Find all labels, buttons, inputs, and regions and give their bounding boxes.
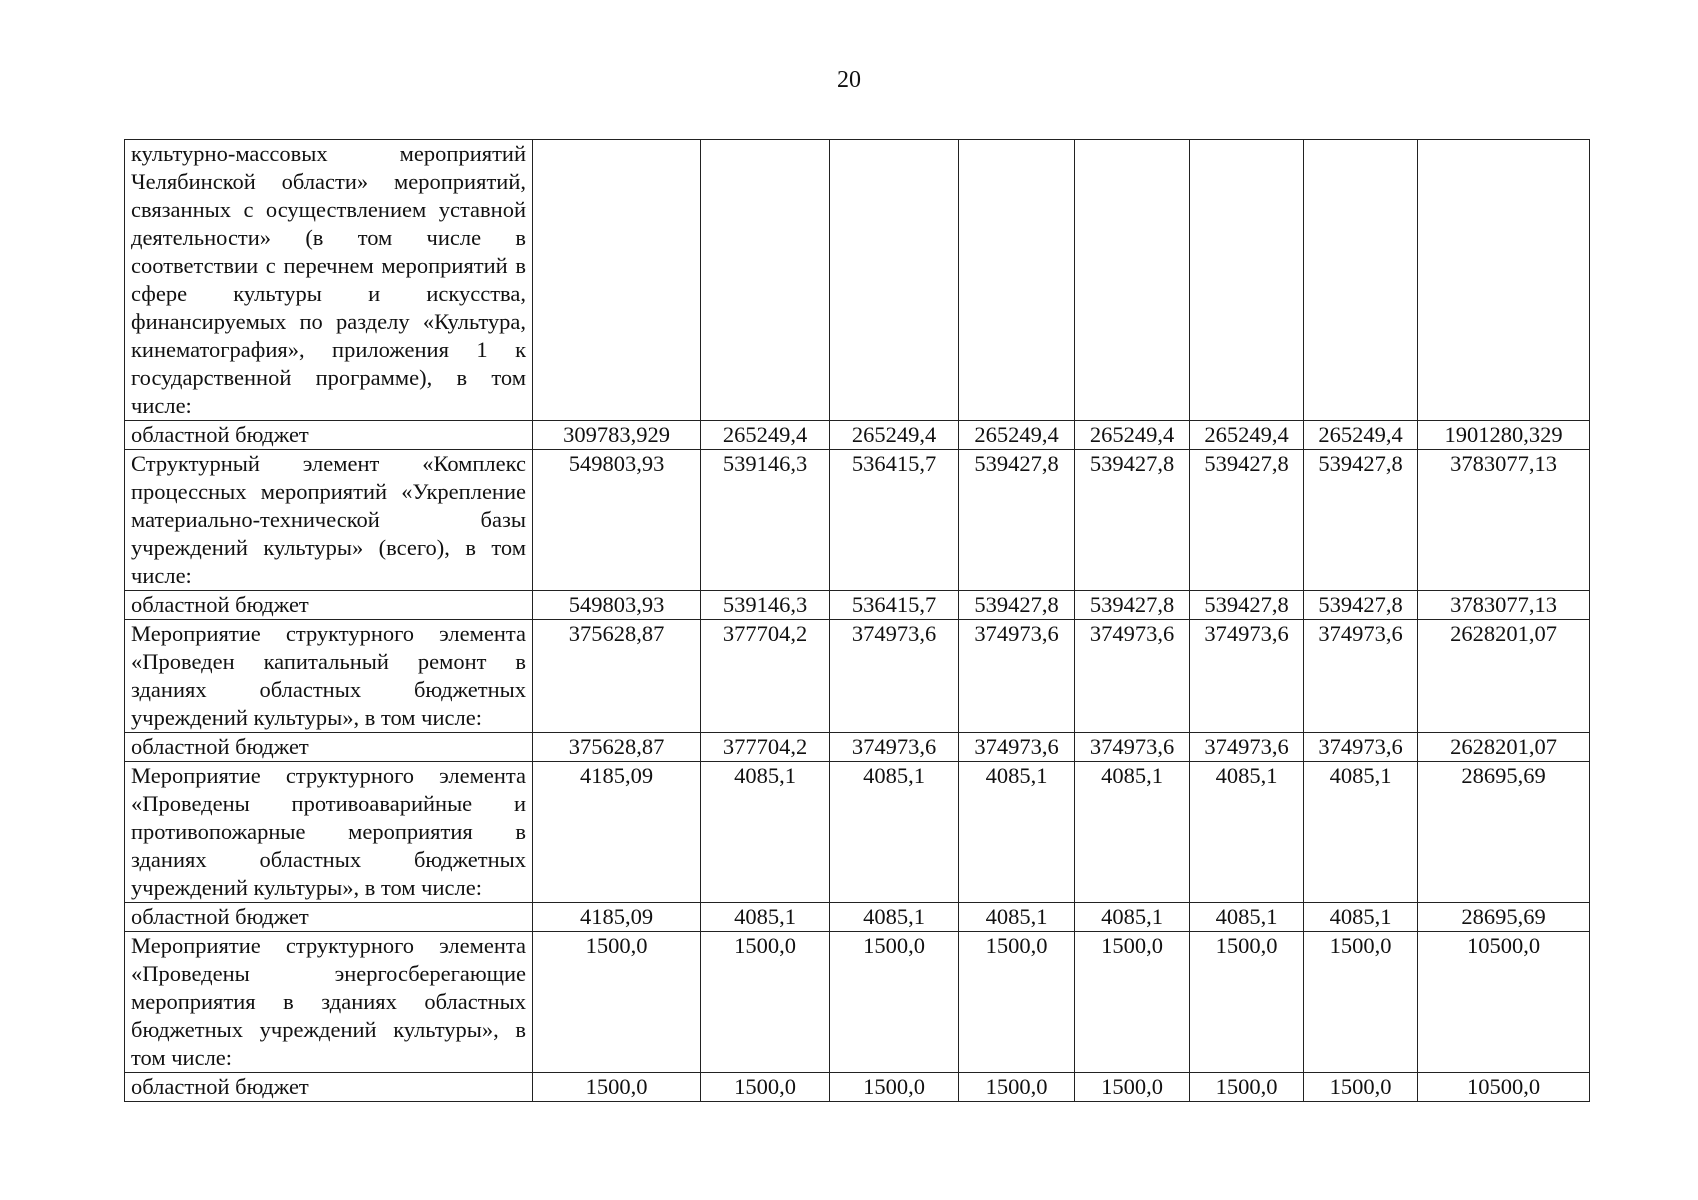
row-label: Структурный элемент «Комплекс процессных мероприятий «Укрепление материально-технической базы учреждений культуры» (всего), в том числе: [125, 450, 533, 591]
value-cell: 374973,6 [830, 620, 959, 733]
value-cell: 1500,0 [533, 1073, 701, 1102]
table-row [125, 733, 1590, 762]
value-cell: 374973,6 [1304, 733, 1418, 762]
value-cell: 539427,8 [1075, 450, 1190, 591]
total-cell [1418, 140, 1590, 421]
table-row [125, 762, 1590, 903]
value-cell: 539427,8 [1304, 450, 1418, 591]
value-cell: 374973,6 [1075, 620, 1190, 733]
table-row [125, 1073, 1590, 1102]
row-label: областной бюджет [125, 733, 533, 762]
value-cell [1304, 140, 1418, 421]
table-row [125, 450, 1590, 591]
value-cell: 1500,0 [1075, 1073, 1190, 1102]
value-cell: 1500,0 [1190, 1073, 1304, 1102]
value-cell: 1500,0 [830, 932, 959, 1073]
value-cell: 377704,2 [701, 733, 830, 762]
table-row [125, 140, 1590, 421]
value-cell: 265249,4 [1075, 421, 1190, 450]
table-row [125, 903, 1590, 932]
row-label: областной бюджет [125, 421, 533, 450]
total-cell: 28695,69 [1418, 762, 1590, 903]
total-cell: 1901280,329 [1418, 421, 1590, 450]
total-cell: 10500,0 [1418, 1073, 1590, 1102]
value-cell: 377704,2 [701, 620, 830, 733]
value-cell: 539427,8 [1190, 450, 1304, 591]
value-cell: 374973,6 [959, 733, 1075, 762]
value-cell: 4085,1 [1075, 762, 1190, 903]
row-label: культурно-массовых мероприятий Челябинской области» мероприятий, связанных с осуществлением уставной деятельности» (в том числе в соответствии с перечнем мероприятий в сфере культуры и искусства, финансируемых по разделу «Культура, кинематография», приложения 1 к государственной программе), в том числе: [125, 140, 533, 421]
value-cell: 549803,93 [533, 591, 701, 620]
value-cell [701, 140, 830, 421]
value-cell: 536415,7 [830, 450, 959, 591]
value-cell: 4185,09 [533, 903, 701, 932]
value-cell [533, 140, 701, 421]
value-cell: 4085,1 [1304, 903, 1418, 932]
value-cell: 1500,0 [959, 932, 1075, 1073]
value-cell: 4085,1 [1190, 762, 1304, 903]
value-cell: 4085,1 [1075, 903, 1190, 932]
table-row [125, 932, 1590, 1073]
value-cell: 374973,6 [959, 620, 1075, 733]
row-label: областной бюджет [125, 903, 533, 932]
value-cell [959, 140, 1075, 421]
row-label: Мероприятие структурного элемента «Проведен капитальный ремонт в зданиях областных бюджетных учреждений культуры», в том числе: [125, 620, 533, 733]
value-cell: 536415,7 [830, 591, 959, 620]
value-cell: 1500,0 [1304, 932, 1418, 1073]
value-cell: 265249,4 [959, 421, 1075, 450]
value-cell: 1500,0 [533, 932, 701, 1073]
value-cell: 1500,0 [701, 1073, 830, 1102]
value-cell: 4085,1 [1304, 762, 1418, 903]
value-cell: 4085,1 [701, 762, 830, 903]
total-cell: 2628201,07 [1418, 733, 1590, 762]
value-cell: 374973,6 [1304, 620, 1418, 733]
value-cell: 4085,1 [1190, 903, 1304, 932]
total-cell: 3783077,13 [1418, 450, 1590, 591]
total-cell: 2628201,07 [1418, 620, 1590, 733]
value-cell: 375628,87 [533, 733, 701, 762]
value-cell [1190, 140, 1304, 421]
row-label: Мероприятие структурного элемента «Проведены противоаварийные и противопожарные мероприятия в зданиях областных бюджетных учреждений культуры», в том числе: [125, 762, 533, 903]
value-cell: 539146,3 [701, 450, 830, 591]
value-cell: 539427,8 [959, 450, 1075, 591]
table-row [125, 591, 1590, 620]
value-cell: 1500,0 [830, 1073, 959, 1102]
value-cell: 1500,0 [701, 932, 830, 1073]
value-cell: 375628,87 [533, 620, 701, 733]
table-body [125, 140, 1590, 1102]
value-cell: 4085,1 [830, 903, 959, 932]
value-cell: 374973,6 [1190, 733, 1304, 762]
row-label: областной бюджет [125, 1073, 533, 1102]
total-cell: 10500,0 [1418, 932, 1590, 1073]
value-cell: 4085,1 [959, 762, 1075, 903]
value-cell: 539427,8 [959, 591, 1075, 620]
value-cell [1075, 140, 1190, 421]
value-cell: 1500,0 [1304, 1073, 1418, 1102]
value-cell: 1500,0 [959, 1073, 1075, 1102]
value-cell: 539427,8 [1075, 591, 1190, 620]
value-cell: 1500,0 [1190, 932, 1304, 1073]
total-cell: 3783077,13 [1418, 591, 1590, 620]
table-row [125, 620, 1590, 733]
value-cell [830, 140, 959, 421]
value-cell: 539427,8 [1190, 591, 1304, 620]
page-number: 20 [837, 67, 861, 93]
value-cell: 549803,93 [533, 450, 701, 591]
value-cell: 539146,3 [701, 591, 830, 620]
value-cell: 265249,4 [1190, 421, 1304, 450]
value-cell: 374973,6 [830, 733, 959, 762]
value-cell: 4085,1 [830, 762, 959, 903]
value-cell: 4085,1 [959, 903, 1075, 932]
total-cell: 28695,69 [1418, 903, 1590, 932]
value-cell: 374973,6 [1190, 620, 1304, 733]
table-row [125, 421, 1590, 450]
value-cell: 1500,0 [1075, 932, 1190, 1073]
value-cell: 4185,09 [533, 762, 701, 903]
value-cell: 265249,4 [1304, 421, 1418, 450]
value-cell: 265249,4 [701, 421, 830, 450]
row-label: областной бюджет [125, 591, 533, 620]
value-cell: 309783,929 [533, 421, 701, 450]
value-cell: 265249,4 [830, 421, 959, 450]
budget-table [124, 139, 1590, 1102]
row-label: Мероприятие структурного элемента «Проведены энергосберегающие мероприятия в зданиях областных бюджетных учреждений культуры», в том числе: [125, 932, 533, 1073]
value-cell: 539427,8 [1304, 591, 1418, 620]
value-cell: 374973,6 [1075, 733, 1190, 762]
value-cell: 4085,1 [701, 903, 830, 932]
